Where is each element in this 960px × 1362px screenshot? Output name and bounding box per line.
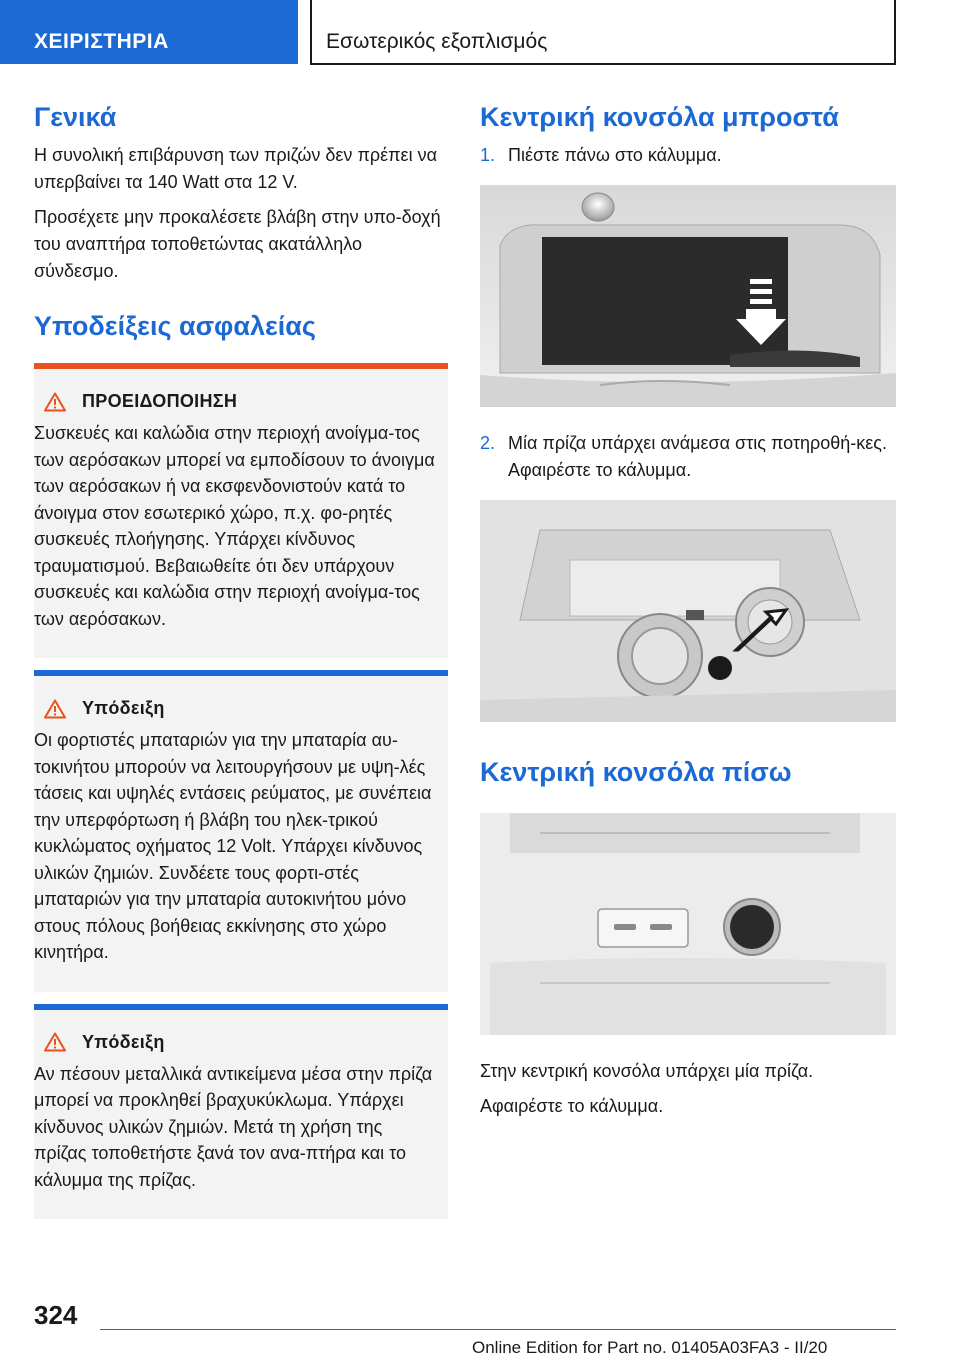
- note-header: [34, 676, 448, 727]
- warning-text: Συσκευές και καλώδια στην περιοχή ανοίγμα-τος των αερόσακων μπορεί να εμποδίσουν το άνοιγμα των αερόσακων ή να εκσφενδονιστούν κατά το άνοιγμα στον εσωτερικό χώρο, π.χ. φο-ρητές συσκευές πλοήγησης. Υπάρχει κίνδυνος τραυματισμού. Βεβαιωθείτε ότι δεν υπάρχουν συσκευές και καλώδια στην περιοχή ανοίγμα-τος των αερόσακων.: [34, 423, 435, 629]
- rear-console-socket-illustration: [480, 813, 896, 1035]
- general-heading: Γενικά: [34, 102, 117, 132]
- header-rule: [310, 63, 896, 65]
- warning-triangle-icon: [44, 699, 66, 719]
- warning-triangle-icon: [44, 392, 66, 412]
- general-paragraph-1: Η συνολική επιβάρυνση των πριζών δεν πρέπει να υπερβαίνει τα 140 Watt στα 12 V.: [34, 145, 437, 192]
- note-box-2: [34, 1004, 448, 1220]
- step-item: [480, 430, 896, 484]
- steps-list-2: [480, 430, 896, 484]
- step-number: 1.: [480, 145, 496, 165]
- socket-between-cupholders-illustration: [480, 500, 896, 722]
- note-box-1: [34, 670, 448, 992]
- chapter-title: Εσωτερικός εξοπλισμός: [326, 30, 548, 53]
- left-column: [34, 100, 448, 1219]
- front-console-heading: Κεντρική κονσόλα μπροστά: [480, 102, 839, 132]
- header-rule-end: [894, 0, 896, 65]
- rear-console-heading: Κεντρική κονσόλα πίσω: [480, 757, 792, 787]
- steps-list: [480, 142, 896, 169]
- note-title: Υπόδειξη: [82, 1031, 165, 1052]
- general-paragraph-2: Προσέχετε μην προκαλέσετε βλάβη στην υπο-δοχή του αναπτήρα τοποθετώντας ακατάλληλο σύνδεσμο.: [34, 207, 441, 281]
- warning-triangle-icon: [44, 1032, 66, 1052]
- note-text: Αν πέσουν μεταλλικά αντικείμενα μέσα στην πρίζα μπορεί να προκληθεί βραχυκύκλωμα. Υπάρχει κίνδυνος υλικών ζημιών. Μετά τη χρήση της πρίζας τοποθετήστε ξανά τον ανα-πτήρα και το κάλυμμα της πρίζας.: [34, 1063, 433, 1190]
- header-divider: [310, 0, 312, 64]
- rear-paragraph-1: Στην κεντρική κονσόλα υπάρχει μία πρίζα.: [480, 1061, 814, 1081]
- note-header: [34, 1010, 448, 1061]
- warning-box: [34, 363, 448, 658]
- step-text: Πιέστε πάνω στο κάλυμμα.: [508, 145, 722, 165]
- edition-text: Online Edition for Part no. 01405A03FA3 - II/20: [472, 1338, 828, 1357]
- warning-header: [34, 369, 448, 420]
- footer-rule: [100, 1329, 896, 1330]
- rear-paragraph-2: Αφαιρέστε το κάλυμμα.: [480, 1096, 664, 1116]
- step-number: 2.: [480, 433, 496, 453]
- note-text: Οι φορτιστές μπαταριών για την μπαταρία αυ-τοκινήτου μπορούν να λειτουργήσουν με υψη-λές τάσεις και υψηλές εντάσεις ρεύματος, με συνέπεια την υπερφόρτωση ή βλάβη του ηλεκ-τρικού κυκλώματος οχήματος 12 Volt. Υπάρχει κίνδυνος υλικών ζημιών. Συνδέετε τους φορτι-στές μπαταριών για την μπαταρία αυτοκινήτου μόνο στους πόλους βοήθειας εκκίνησης στο χώρο κινητήρα.: [34, 730, 432, 962]
- front-console-cover-illustration: [480, 185, 896, 407]
- step-text: Μία πρίζα υπάρχει ανάμεσα στις ποτηροθή-κες. Αφαιρέστε το κάλυμμα.: [508, 433, 887, 480]
- step-item: [480, 142, 896, 169]
- right-column: [480, 100, 896, 1128]
- warning-title: ΠΡΟΕΙΔΟΠΟΙΗΣΗ: [82, 391, 238, 411]
- note-title: Υπόδειξη: [82, 698, 165, 718]
- safety-heading: Υποδείξεις ασφαλείας: [34, 311, 316, 341]
- page-number: 324: [34, 1300, 78, 1330]
- section-tab: ΧΕΙΡΙΣΤΗΡΙΑ: [0, 0, 298, 64]
